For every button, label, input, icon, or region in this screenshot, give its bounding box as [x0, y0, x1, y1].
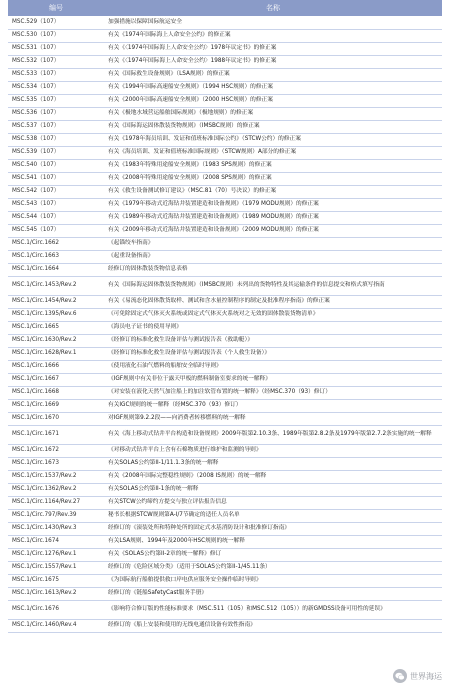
table-row [8, 457, 442, 470]
document-table-wrapper [8, 0, 442, 633]
table-row [8, 522, 442, 535]
row-code: MSC.536（107） [8, 107, 104, 120]
row-name: 有关《〈1974年国际海上人命安全公约〉1978年议定书》的修正案 [104, 42, 442, 55]
row-code: MSC.1/Circ.1676 [8, 600, 104, 619]
row-name: 《经修订的标准化救生设备评估与测试报告表（个人救生设备）》 [104, 347, 442, 360]
row-code: MSC.1/Circ.1673 [8, 457, 104, 470]
row-name: 经修订的《滚装处所和特种处所的固定式水基消防设计和批准修订指南》 [104, 522, 442, 535]
row-code: MSC.529（107） [8, 16, 104, 29]
row-name: 《海员电子证书的使用导则》 [104, 321, 442, 334]
table-row [8, 412, 442, 425]
row-code: MSC.1/Circ.797/Rev.39 [8, 509, 104, 522]
row-code: MSC.1/Circ.1671 [8, 425, 104, 444]
row-code: MSC.1/Circ.1453/Rev.2 [8, 276, 104, 295]
table-row [8, 496, 442, 509]
row-name: 有关《国际海运固体散装货物规则》（IMSBC规则）未列出的货物特性及其运输条件的信息提交和格式填写指南 [104, 276, 442, 295]
row-name: 经修订的《链船SafetyCast服务手册》 [104, 587, 442, 600]
row-code: MSC.545（107） [8, 224, 104, 237]
row-code: MSC.1/Circ.1662 [8, 237, 104, 250]
row-name: 有关《国际海运固体散装货物规则》（IMSBC规则）的修正案 [104, 120, 442, 133]
row-code: MSC.1/Circ.1668 [8, 386, 104, 399]
table-row [8, 619, 442, 632]
table-row [8, 55, 442, 68]
table-row [8, 146, 442, 159]
row-code: MSC.1/Circ.1672 [8, 444, 104, 457]
table-row [8, 334, 442, 347]
row-name: 有关《2000年国际高速船安全规则》（2000 HSC规则）的修正案 [104, 94, 442, 107]
table-row [8, 224, 442, 237]
row-code: MSC.543（107） [8, 198, 104, 211]
row-name: 《经修订的标准化救生设备评估与测试报告表（救助艇）》 [104, 334, 442, 347]
row-code: MSC.1/Circ.1454/Rev.2 [8, 295, 104, 308]
table-row [8, 548, 442, 561]
row-code: MSC.1/Circ.1276/Rev.1 [8, 548, 104, 561]
row-code: MSC.1/Circ.1663 [8, 250, 104, 263]
row-code: MSC.1/Circ.1669 [8, 399, 104, 412]
row-name: 对IGF规则第9.2.2段——向消费者转移燃料的统一解释 [104, 412, 442, 425]
row-code: MSC.531（107） [8, 42, 104, 55]
table-row [8, 574, 442, 587]
row-code: MSC.1/Circ.1395/Rev.6 [8, 308, 104, 321]
row-code: MSC.1/Circ.1664 [8, 263, 104, 276]
row-code: MSC.1/Circ.1675 [8, 574, 104, 587]
table-row [8, 16, 442, 29]
row-code: MSC.535（107） [8, 94, 104, 107]
table-row [8, 600, 442, 619]
row-name: 经修订的固体散装货物信息表格 [104, 263, 442, 276]
row-code: MSC.541（107） [8, 172, 104, 185]
row-code: MSC.540（107） [8, 159, 104, 172]
table-row [8, 425, 442, 444]
row-name: 《对移动式钻井平台上含有石棉物质进行维护和监测的导则》 [104, 444, 442, 457]
watermark-text: 世界海运 [410, 671, 442, 681]
row-code: MSC.1/Circ.1630/Rev.2 [8, 334, 104, 347]
row-name: 有关《SOLAS公约第II-2章的统一解释》修订 [104, 548, 442, 561]
row-code: MSC.534（107） [8, 81, 104, 94]
row-code: MSC.544（107） [8, 211, 104, 224]
table-row [8, 263, 442, 276]
header-row [8, 0, 442, 16]
table-row [8, 94, 442, 107]
row-name: 有关《极地水域营运船舶国际规则》（极地规则）的修正案 [104, 107, 442, 120]
table-row [8, 42, 442, 55]
row-name: 《使用液化石油气燃料的船舶安全临时导则》 [104, 360, 442, 373]
row-name: 有关SOLAS公约第II-1条的统一解释 [104, 483, 442, 496]
table-header [8, 0, 442, 16]
table-row [8, 172, 442, 185]
row-code: MSC.537（107） [8, 120, 104, 133]
row-code: MSC.542（107） [8, 185, 104, 198]
row-name: 有关《〈1974年国际海上人命安全公约〉1988年议定书》的修正案 [104, 55, 442, 68]
table-row [8, 159, 442, 172]
table-row [8, 295, 442, 308]
row-name: 有关《1994年国际高速船安全规则》（1994 HSC规则）的修正案 [104, 81, 442, 94]
row-code: MSC.532（107） [8, 55, 104, 68]
row-name: 经修订的《船上安装和使用的无线电通信设备有效性指南》 [104, 619, 442, 632]
row-name: 《为国际航行船舶提供救口岸电供应服务安全操作临时导则》 [104, 574, 442, 587]
row-name: 有关《1978年海员培训、发证和值班标准国际公约》（STCW公约）的修正案 [104, 133, 442, 146]
row-code: MSC.1/Circ.1667 [8, 373, 104, 386]
row-name: 有关《海上移动式钻井平台构造和设备规则》2009年版第2.10.3条、1989年版第2.8.2条及1979年版第2.7.2条实施的统一解释 [104, 425, 442, 444]
row-code: MSC.1/Circ.1628/Rev.1 [8, 347, 104, 360]
table-body [8, 16, 442, 632]
row-code: MSC.1/Circ.1670 [8, 412, 104, 425]
resolutions-table [8, 0, 442, 633]
table-row [8, 276, 442, 295]
table-row [8, 198, 442, 211]
row-name: 《起锚绞车指南》 [104, 237, 442, 250]
table-row [8, 250, 442, 263]
row-code: MSC.1/Circ.1666 [8, 360, 104, 373]
row-name: 秘书长根据STCW规则第A-I/7节确定的适任人员名单 [104, 509, 442, 522]
header-name: 名称 [104, 0, 442, 16]
table-row [8, 535, 442, 548]
table-row [8, 386, 442, 399]
table-row [8, 185, 442, 198]
row-code: MSC.1/Circ.1613/Rev.2 [8, 587, 104, 600]
table-row [8, 68, 442, 81]
row-name: 有关LSA规则、1994年及2000年HSC规则的统一解释 [104, 535, 442, 548]
table-row [8, 373, 442, 386]
header-code: 编号 [8, 0, 104, 16]
row-name: 《起重设备指南》 [104, 250, 442, 263]
row-code: MSC.1/Circ.1362/Rev.2 [8, 483, 104, 496]
row-code: MSC.1/Circ.1164/Rev.27 [8, 496, 104, 509]
row-code: MSC.1/Circ.1557/Rev.1 [8, 561, 104, 574]
row-code: MSC.1/Circ.1665 [8, 321, 104, 334]
table-row [8, 120, 442, 133]
table-row [8, 133, 442, 146]
row-code: MSC.1/Circ.1430/Rev.3 [8, 522, 104, 535]
row-code: MSC.530（107） [8, 29, 104, 42]
table-row [8, 444, 442, 457]
row-name: 《可免除固定式气体灭火系统或固定式气体灭火系统对之无效的固体散装货物清单》 [104, 308, 442, 321]
table-row [8, 308, 442, 321]
table-row [8, 360, 442, 373]
wechat-icon [393, 669, 407, 683]
row-name: 经修订的《危险区域分类》（适用于SOLAS公约第II-1/45.11条） [104, 561, 442, 574]
row-name: 有关《2008年特殊用途船安全规则》（2008 SPS规则）的修正案 [104, 172, 442, 185]
row-name: 加强措施以保障国际航运安全 [104, 16, 442, 29]
row-name: 有关《救生设备测试修订建议》（MSC.81（70）号决议）的修正案 [104, 185, 442, 198]
table-row [8, 509, 442, 522]
table-row [8, 587, 442, 600]
row-name: 《IGF规则中有关非位于露天甲板的燃料制备室要求的统一解释》 [104, 373, 442, 386]
table-row [8, 211, 442, 224]
row-code: MSC.533（107） [8, 68, 104, 81]
row-code: MSC.1/Circ.1537/Rev.2 [8, 470, 104, 483]
row-name: 有关《1983年特殊用途船安全规则》（1983 SPS规则）的修正案 [104, 159, 442, 172]
row-name: 有关《2008年国际完整稳性规则》（2008 IS规则）的统一解释 [104, 470, 442, 483]
row-name: 有关《2009年移动式近海钻井装置建造和设备规则》（2009 MODU规则）的修正案 [104, 224, 442, 237]
row-name: 《对安装在液化天然气加注船上的加注软管布置的统一解释》（经MSC.370（93）修订） [104, 386, 442, 399]
table-row [8, 483, 442, 496]
row-code: MSC.1/Circ.1460/Rev.4 [8, 619, 104, 632]
row-code: MSC.539（107） [8, 146, 104, 159]
row-name: 有关《海员培训、发证和值班标准国际规则》（STCW规则）A部分的修正案 [104, 146, 442, 159]
row-code: MSC.538（107） [8, 133, 104, 146]
table-row [8, 107, 442, 120]
row-name: 有关SOLAS公约第II-1/11.1.3条的统一解释 [104, 457, 442, 470]
watermark [393, 669, 442, 683]
row-name: 有关《1974年国际海上人命安全公约》的修正案 [104, 29, 442, 42]
table-row [8, 29, 442, 42]
row-name: 有关《易流态化固体散货取样、测试和含水量控制程序的制定及批准程序指南》的修正案 [104, 295, 442, 308]
table-row [8, 399, 442, 412]
row-name: 有关《1989年移动式近海钻井装置建造和设备规则》（1989 MODU规则）的修正案 [104, 211, 442, 224]
table-row [8, 561, 442, 574]
row-name: 有关《国际救生设备规则》（LSA规则）的修正案 [104, 68, 442, 81]
table-row [8, 321, 442, 334]
row-name: 《影响符合修订版的性能标准要求（MSC.511（105）和MSC.512（105））的新GMDSS设备可用性的延误》 [104, 600, 442, 619]
row-code: MSC.1/Circ.1674 [8, 535, 104, 548]
table-row [8, 81, 442, 94]
row-name: 有关STCW公约缔约方提交与独立评估报告信息 [104, 496, 442, 509]
table-row [8, 237, 442, 250]
row-name: 有关《1979年移动式近海钻井装置建造和设备规则》（1979 MODU规则）的修正案 [104, 198, 442, 211]
row-name: 有关IGC规则的统一解释（经MSC.370（93）修订） [104, 399, 442, 412]
table-row [8, 347, 442, 360]
table-row [8, 470, 442, 483]
